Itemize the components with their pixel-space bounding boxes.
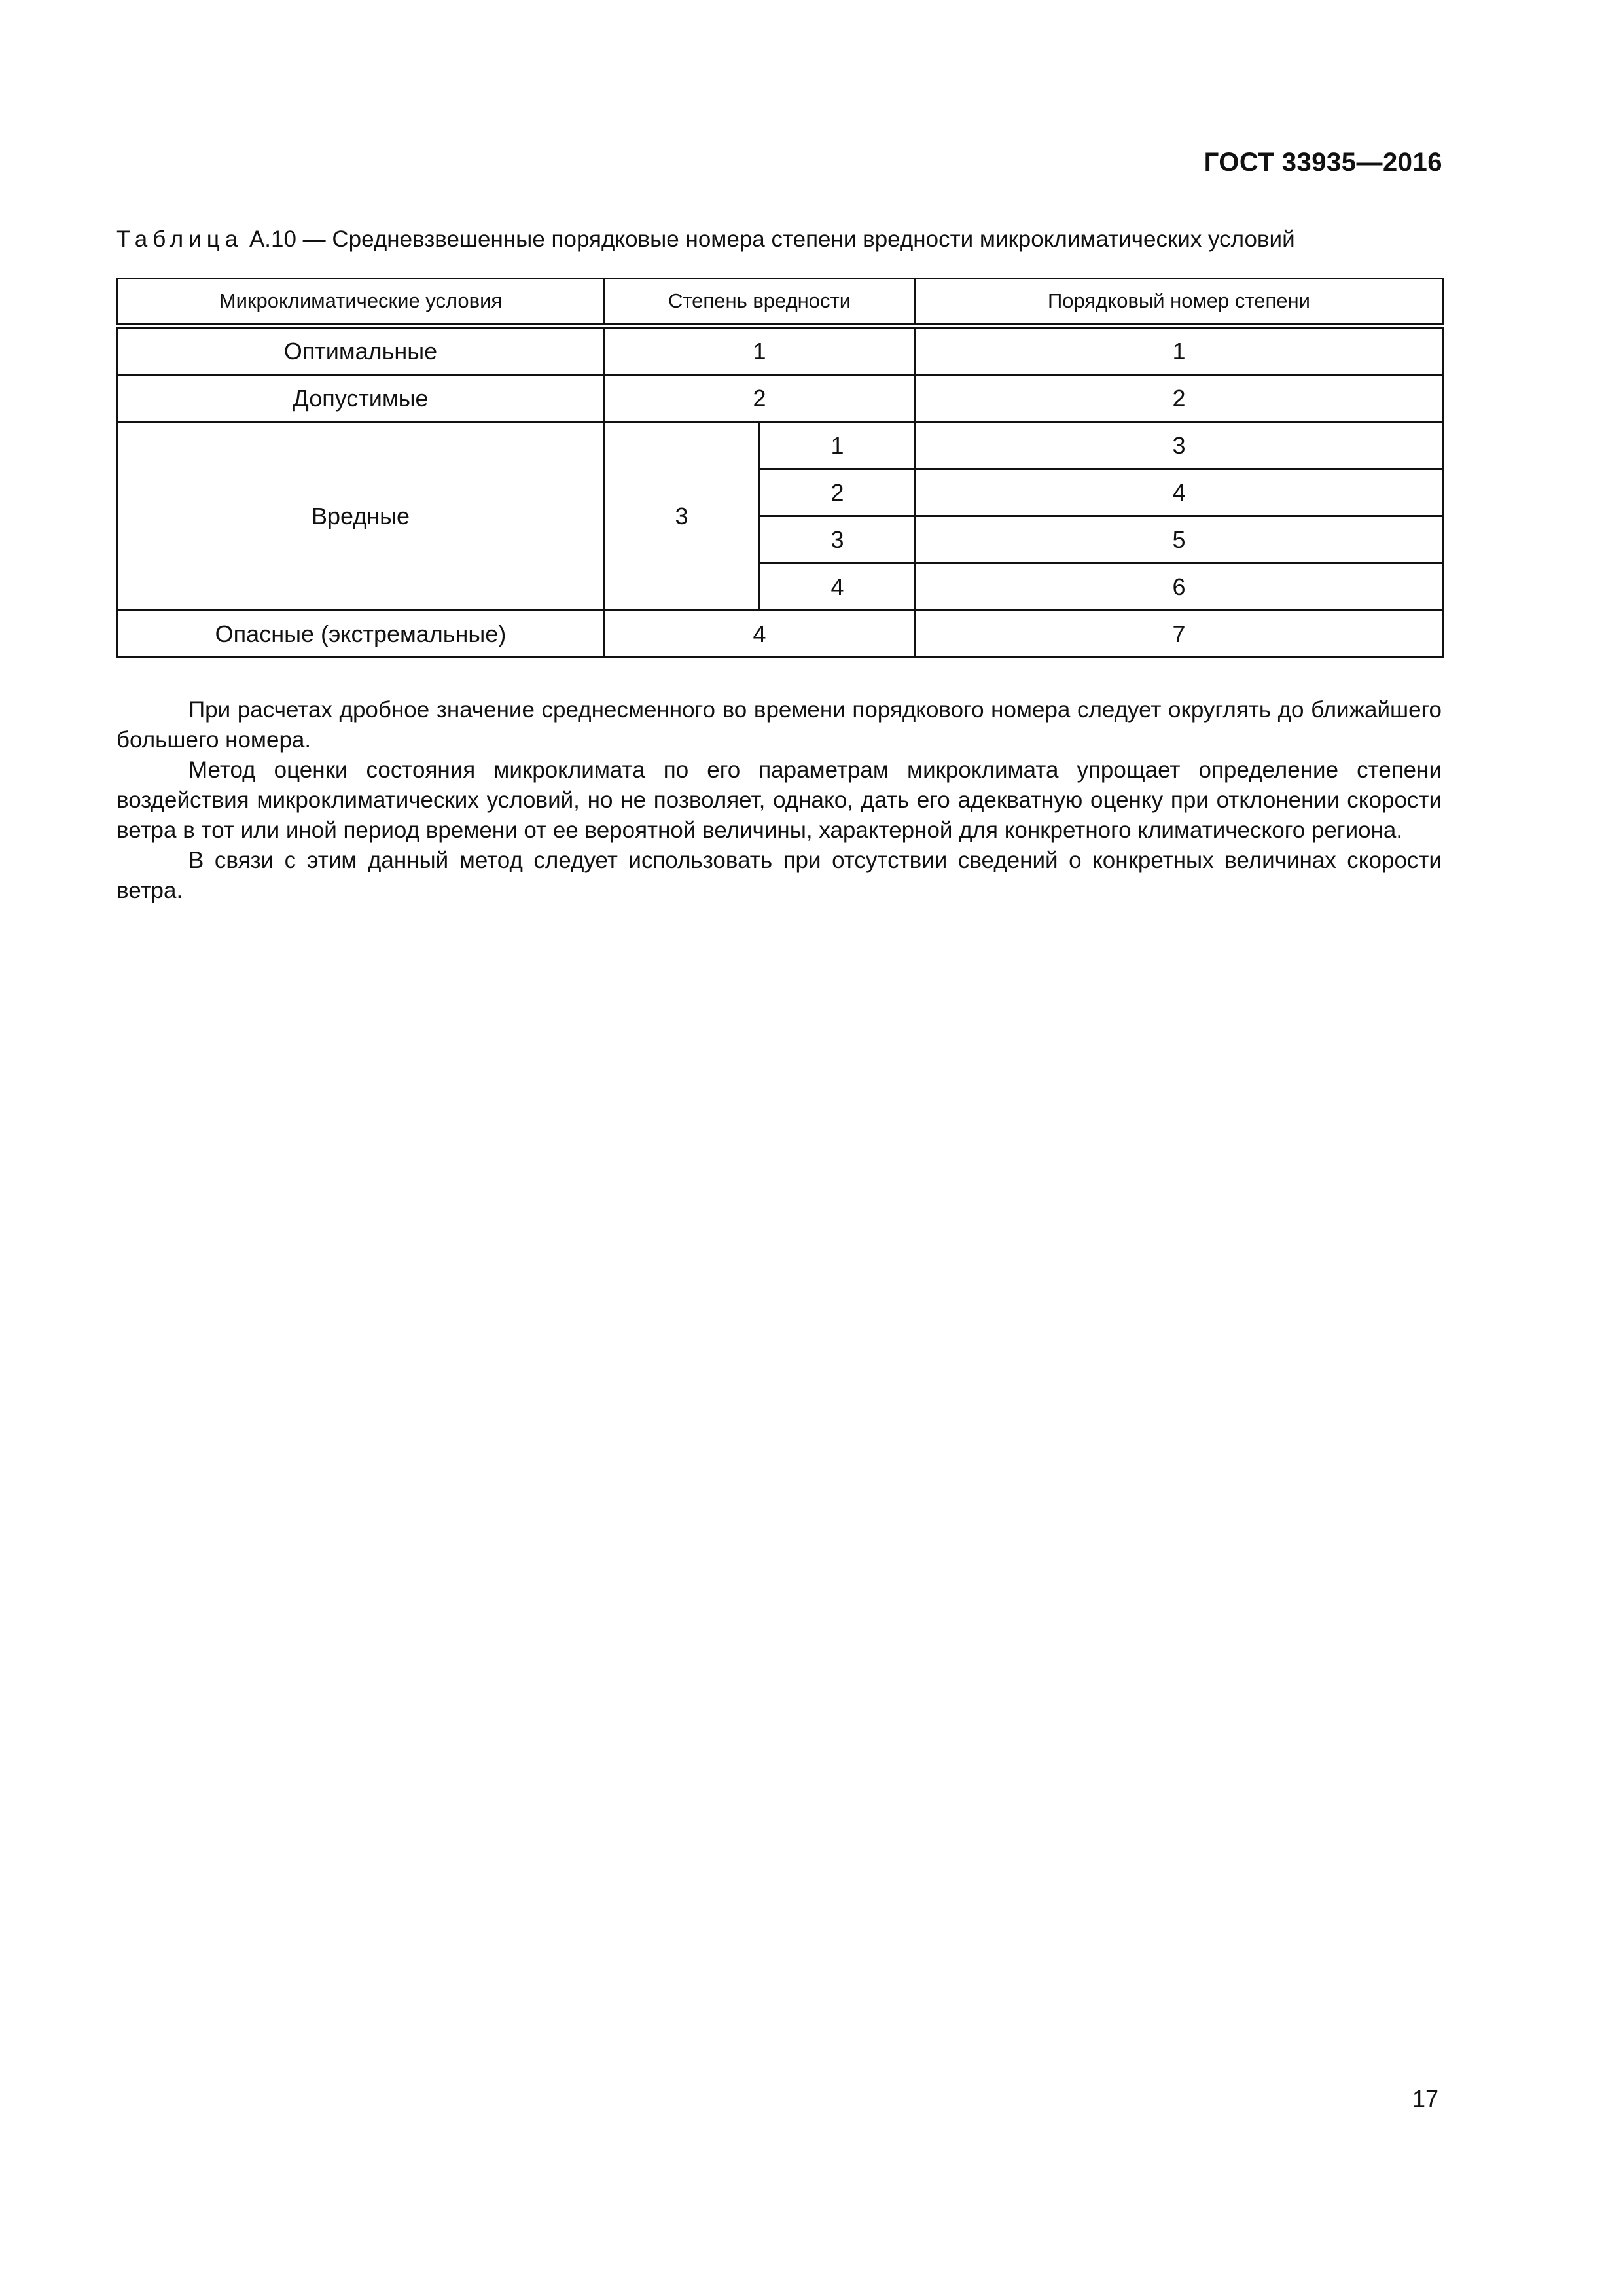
paragraph: При расчетах дробное значение среднесменного во времени порядкового номера следует округлять до ближайшего большего номера.: [116, 697, 1442, 753]
cell-degree: 3: [604, 422, 760, 611]
cell-degree: 4: [604, 611, 916, 658]
data-table: [116, 278, 1444, 658]
cell-number: 1: [916, 326, 1443, 375]
table-caption-label: Таблица: [116, 226, 243, 252]
paragraph: В связи с этим данный метод следует использовать при отсутствии сведений о конкретных величинах скорости ветра.: [116, 848, 1442, 903]
page-number: 17: [1412, 2085, 1438, 2112]
table-caption-text: А.10 — Средневзвешенные порядковые номера степени вредности микроклиматических условий: [243, 226, 1295, 252]
cell-subdegree: 2: [760, 469, 916, 516]
cell-condition: Вредные: [118, 422, 604, 611]
table-row: [118, 375, 1443, 422]
cell-number: 5: [916, 516, 1443, 564]
paragraph: Метод оценки состояния микроклимата по его параметрам микроклимата упрощает определение степени воздействия микроклиматических условий, но не позволяет, однако, дать его адекватную оценку при отклонении скорости ветра в тот или иной период времени от ее вероятной величины, характерной для конкретного климатического региона.: [116, 757, 1442, 843]
table-header-row: [118, 279, 1443, 326]
column-header-conditions: Микроклиматические условия: [118, 279, 604, 326]
cell-degree: 2: [604, 375, 916, 422]
cell-subdegree: 1: [760, 422, 916, 469]
body-text: [116, 695, 1442, 906]
cell-degree: 1: [604, 326, 916, 375]
cell-number: 6: [916, 564, 1443, 611]
table-row: [118, 326, 1443, 375]
cell-number: 7: [916, 611, 1443, 658]
cell-subdegree: 3: [760, 516, 916, 564]
cell-condition: Допустимые: [118, 375, 604, 422]
column-header-number: Порядковый номер степени: [916, 279, 1443, 326]
table-row: [118, 422, 1443, 469]
table-caption: [116, 226, 1295, 253]
column-header-degree: Степень вредности: [604, 279, 916, 326]
cell-subdegree: 4: [760, 564, 916, 611]
cell-condition: Опасные (экстремальные): [118, 611, 604, 658]
cell-number: 4: [916, 469, 1443, 516]
cell-number: 2: [916, 375, 1443, 422]
table-row: [118, 611, 1443, 658]
cell-condition: Оптимальные: [118, 326, 604, 375]
cell-number: 3: [916, 422, 1443, 469]
document-code: ГОСТ 33935—2016: [1204, 148, 1442, 177]
